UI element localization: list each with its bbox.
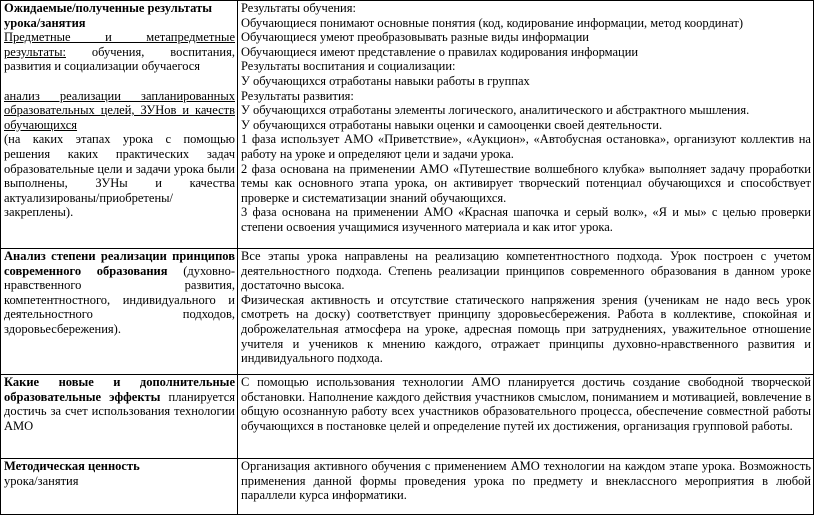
row4-right-para: Организация активного обучения с применением АМО технологии на каждом этапе урока. Возможность применения данной формы проведения урока по предмету и внеклассного мероприятия в любой параллели курса информатики. — [241, 459, 811, 503]
row1-subject-results — [4, 30, 235, 74]
row2-right-para: Физическая активность и отсутствие статического напряжения зрения (ученикам не надо весь урок смотреть на доску) соответствует принципу здоровьесбережения. Работа в коллективе, спокойная и доброжелательная атмосфера на уроке, адресная помощь при затруднениях, уважительное отношение учителя и учеников к мнению каждого, отражает принципы духовно-нравственного развития и индивидуального подхода. — [241, 292, 811, 366]
row1-phase-3: 3 фаза основана на применении АМО «Красная шапочка и серый волк», «Я и мы» с целью проверки степени освоения учащимися изученного материала и как итог урока. — [241, 205, 811, 234]
row1-right-line: Обучающиеся умеют преобразовывать разные виды информации — [241, 30, 589, 45]
row3-left-cell — [1, 375, 238, 459]
row2-right-cell — [238, 249, 814, 375]
table-row — [1, 1, 814, 249]
table-row — [1, 459, 814, 515]
row1-heading: Ожидаемые/полученные результаты урока/занятия — [4, 1, 213, 30]
row1-sub-title: Предметные и метапредметные результаты: — [4, 30, 235, 59]
row3-right-cell — [238, 375, 814, 459]
row1-analysis-text: (на каких этапах урока с помощью решения каких практических задач образовательные цели и задачи урока были выполнены, ЗУНы и качества актуализированы/приобретены/закреплены). — [4, 132, 235, 220]
row2-left-cell — [1, 249, 238, 375]
row2-right-para: Все этапы урока направлены на реализацию компетентностного подхода. Урок построен с учетом деятельностного подхода. Степень реализации принципов современного образования в данном уроке достаточно высока. — [241, 249, 811, 293]
row1-right-line: Результаты воспитания и социализации: — [241, 59, 456, 74]
row3-left-content — [4, 375, 235, 433]
row1-right-cell — [238, 1, 814, 249]
row1-analysis-title: анализ реализации запланированных образовательных целей, ЗУНов и качеств обучающихся — [4, 88, 235, 132]
row1-left-cell — [1, 1, 238, 249]
row1-right-line: У обучающихся отработаны навыки работы в группах — [241, 73, 530, 88]
row3-heading: Какие новые и дополнительные образовательные эффекты — [4, 375, 235, 404]
row1-right-line: У обучающихся отработаны навыки оценки и самооценки своей деятельности. — [241, 117, 663, 132]
row4-left-cell — [1, 459, 238, 515]
row4-heading: Методическая ценность — [4, 459, 140, 473]
table-row — [1, 375, 814, 459]
row1-phase-2: 2 фаза основана на применении АМО «Путешествие волшебного клубка» выполняет задачу проработки темы как основного этапа урока, он активирует творческий потенциал обучающихся и способствует проверке и систематизации знаний обучающихся. — [241, 161, 811, 205]
row1-right-line: Результаты развития: — [241, 88, 354, 103]
row1-right-line: У обучающихся отработаны элементы логического, аналитического и абстрактного мышления. — [241, 103, 750, 118]
row1-right-line: Обучающиеся имеют представление о правилах кодирования информации — [241, 44, 639, 59]
row1-right-line: Результаты обучения: — [241, 1, 356, 15]
row3-text: планируется достичь за счет использования технологии АМО — [4, 389, 235, 433]
row1-right-line: Обучающиеся понимают основные понятия (код, кодирование информации, метод координат) — [241, 15, 744, 30]
row2-text: (духовно-нравственного развития, компетентностного, индивидуального и деятельностного подходов, здоровьесбережения). — [4, 263, 235, 336]
row4-text: урока/занятия — [4, 473, 79, 488]
row3-right-para: С помощью использования технологии АМО планируется достичь создание свободной творческой обстановки. Наполнение каждого действия участников смыслом, пониманием и мотивацией, вовлечение в общую осознанную работу всех участников образовательного процесса, обеспечение совместной работы обучающихся в постановке целей и определение путей их достижения, организация групповой работы. — [241, 375, 811, 433]
row2-heading: Анализ степени реализации принципов современного образования — [4, 249, 235, 278]
row1-sub-text: обучения, воспитания, развития и социализации обучаегося — [4, 44, 235, 74]
row1-phase-1: 1 фаза использует АМО «Приветствие», «Аукцион», «Автобусная остановка», организуют коллектив на работу на уроке и определяют цели и задачи урока. — [241, 132, 811, 161]
row2-left-content — [4, 249, 235, 337]
row4-right-cell — [238, 459, 814, 515]
table-row — [1, 249, 814, 375]
